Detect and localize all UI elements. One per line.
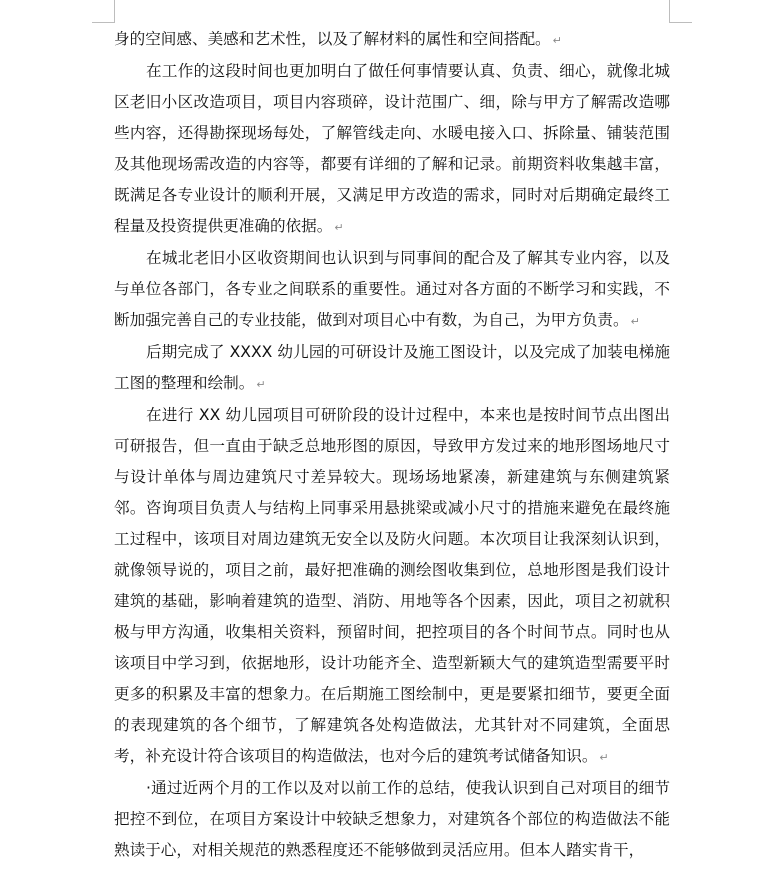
paragraph-2: 在工作的这段时间也更加明白了做任何事情要认真、负责、细心，就像北城区老旧小区改造项目，项目内容琐碎，设计范围广、细，除与甲方了解需改造哪些内容，还得勘探现场每处，了解管线走向、水暖电接入口、拆除量、铺装范围及其他现场需改造的内容等，都要有详细的了解和记录。前期资料收集越丰富，既满足各专业设计的顺利开展，又满足甲方改造的需求，同时对后期确定最终工程量及投资提供更准确的依据。 ↵ — [114, 62, 670, 235]
document-body[interactable] — [114, 24, 670, 866]
paragraph-6: ·通过近两个月的工作以及对以前工作的总结，使我认识到自己对项目的细节把控不到位，在项目方案设计中较缺乏想象力，对建筑各个部位的构造做法不能熟读于心，对相关规范的熟悉程度还不能够做到灵活应用。但本人踏实肯干， — [114, 779, 670, 859]
paragraph-mark: ↵ — [552, 34, 562, 47]
paragraph-1: 身的空间感、美感和艺术性，以及了解材料的属性和空间搭配。 ↵ — [114, 30, 562, 48]
paragraph-3: 在城北老旧小区收资期间也认识到与同事间的配合及了解其专业内容，以及与单位各部门，各专业之间联系的重要性。通过对各方面的不断学习和实践，不断加强完善自己的专业技能，做到对项目心中有数，为自己，为甲方负责。 ↵ — [114, 249, 670, 329]
paragraph-5: 在进行 XX 幼儿园项目可研阶段的设计过程中，本来也是按时间节点出图出可研报告，但一直由于缺乏总地形图的原因，导致甲方发过来的地形图场地尺寸与设计单体与周边建筑尺寸差异较大。现场场地紧凑，新建建筑与东侧建筑紧邻。咨询项目负责人与结构上同事采用悬挑梁或减小尺寸的措施来避免在最终施工过程中，该项目对周边建筑无安全以及防火问题。本次项目让我深刻认识到，就像领导说的，项目之前，最好把准确的测绘图收集到位，总地形图是我们设计建筑的基础，影响着建筑的造型、消防、用地等各个因素，因此，项目之初就积极与甲方沟通，收集相关资料，预留时间，把控项目的各个时间节点。同时也从该项目中学习到，依据地形，设计功能齐全、造型新颖大气的建筑造型需要平时更多的积累及丰富的想象力。在后期施工图绘制中，更是要紧扣细节，要更全面的表现建筑的各个细节，了解建筑各处构造做法，尤其针对不同建筑，全面思考，补充设计符合该项目的构造做法，也对今后的建筑考试储备知识。 ↵ — [114, 406, 670, 765]
crop-mark-top-left — [92, 0, 115, 23]
paragraph-4: 后期完成了 XXXX 幼儿园的可研设计及施工图设计，以及完成了加装电梯施工图的整理和绘制。 ↵ — [114, 343, 670, 392]
paragraph-mark: ↵ — [334, 221, 344, 234]
paragraph-mark: ↵ — [256, 378, 266, 391]
paragraph-mark: ↵ — [599, 751, 609, 764]
crop-mark-top-right — [669, 0, 692, 23]
paragraph-mark: ↵ — [630, 315, 640, 328]
